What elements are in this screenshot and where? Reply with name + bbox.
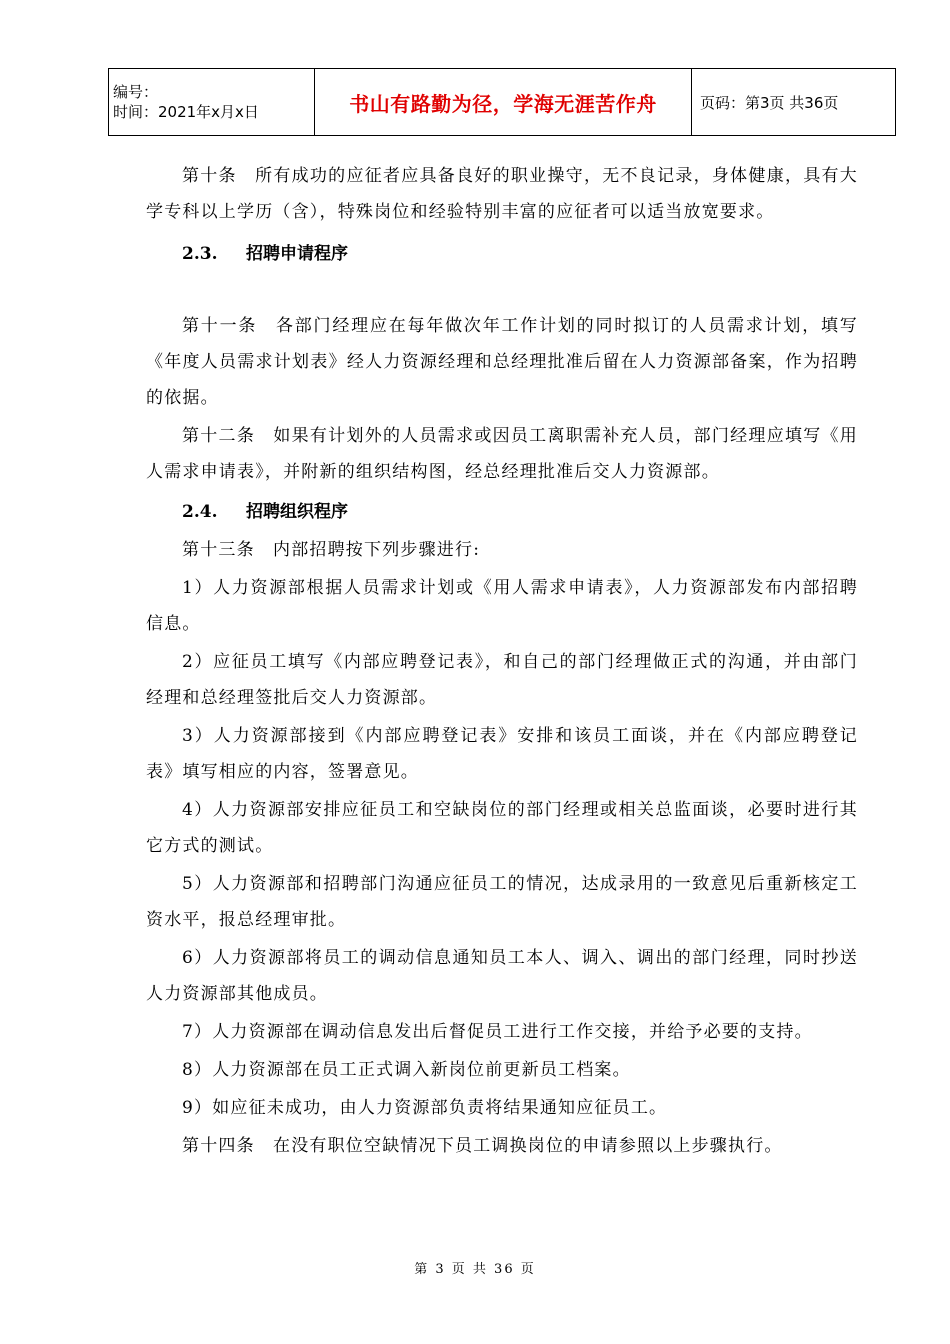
section-title: 招聘组织程序 xyxy=(246,502,348,522)
article-14: 第十四条 在没有职位空缺情况下员工调换岗位的申请参照以上步骤执行。 xyxy=(182,1136,783,1156)
header-meta xyxy=(109,69,315,136)
header-page-number: 页码：第3页 共36页 xyxy=(692,69,896,136)
step-5: 5）人力资源部和招聘部门沟通应征员工的情况，达成录用的一致意见后重新核定工资水平，报总经理审批。 xyxy=(146,874,858,930)
step-7: 7）人力资源部在调动信息发出后督促员工进行工作交接，并给予必要的支持。 xyxy=(182,1022,813,1042)
section-number: 2.3. xyxy=(182,244,218,264)
article-13: 第十三条 内部招聘按下列步骤进行: xyxy=(182,540,481,560)
header-motto: 书山有路勤为径，学海无涯苦作舟 xyxy=(315,69,692,136)
document-date-label: 时间：2021年x月x日 xyxy=(113,103,259,121)
step-9: 9）如应征未成功，由人力资源部负责将结果通知应征员工。 xyxy=(182,1098,668,1118)
page-footer: 第 3 页 共 36 页 xyxy=(414,1262,536,1277)
step-8: 8）人力资源部在员工正式调入新岗位前更新员工档案。 xyxy=(182,1060,631,1080)
section-heading-2-3 xyxy=(146,236,858,272)
article-10: 第十条 所有成功的应征者应具备良好的职业操守，无不良记录，身体健康，具有大学专科以上学历（含），特殊岗位和经验特别丰富的应征者可以适当放宽要求。 xyxy=(146,166,858,222)
step-4: 4）人力资源部安排应征员工和空缺岗位的部门经理或相关总监面谈，必要时进行其它方式的测试。 xyxy=(146,800,858,856)
article-12: 第十二条 如果有计划外的人员需求或因员工离职需补充人员，部门经理应填写《用人需求申请表》，并附新的组织结构图，经总经理批准后交人力资源部。 xyxy=(146,426,858,482)
step-1: 1）人力资源部根据人员需求计划或《用人需求申请表》，人力资源部发布内部招聘信息。 xyxy=(146,578,858,634)
document-body xyxy=(146,158,858,1164)
step-2: 2）应征员工填写《内部应聘登记表》，和自己的部门经理做正式的沟通，并由部门经理和总经理签批后交人力资源部。 xyxy=(146,652,858,708)
section-number: 2.4. xyxy=(182,502,218,522)
step-6: 6）人力资源部将员工的调动信息通知员工本人、调入、调出的部门经理，同时抄送人力资源部其他成员。 xyxy=(146,948,858,1004)
section-heading-2-4 xyxy=(146,494,858,530)
article-11: 第十一条 各部门经理应在每年做次年工作计划的同时拟订的人员需求计划，填写《年度人员需求计划表》经人力资源经理和总经理批准后留在人力资源部备案，作为招聘的依据。 xyxy=(146,316,858,408)
section-title: 招聘申请程序 xyxy=(246,244,348,264)
document-header xyxy=(108,68,896,136)
document-number-label: 编号： xyxy=(113,83,159,101)
step-3: 3）人力资源部接到《内部应聘登记表》安排和该员工面谈，并在《内部应聘登记表》填写相应的内容，签署意见。 xyxy=(146,726,858,782)
